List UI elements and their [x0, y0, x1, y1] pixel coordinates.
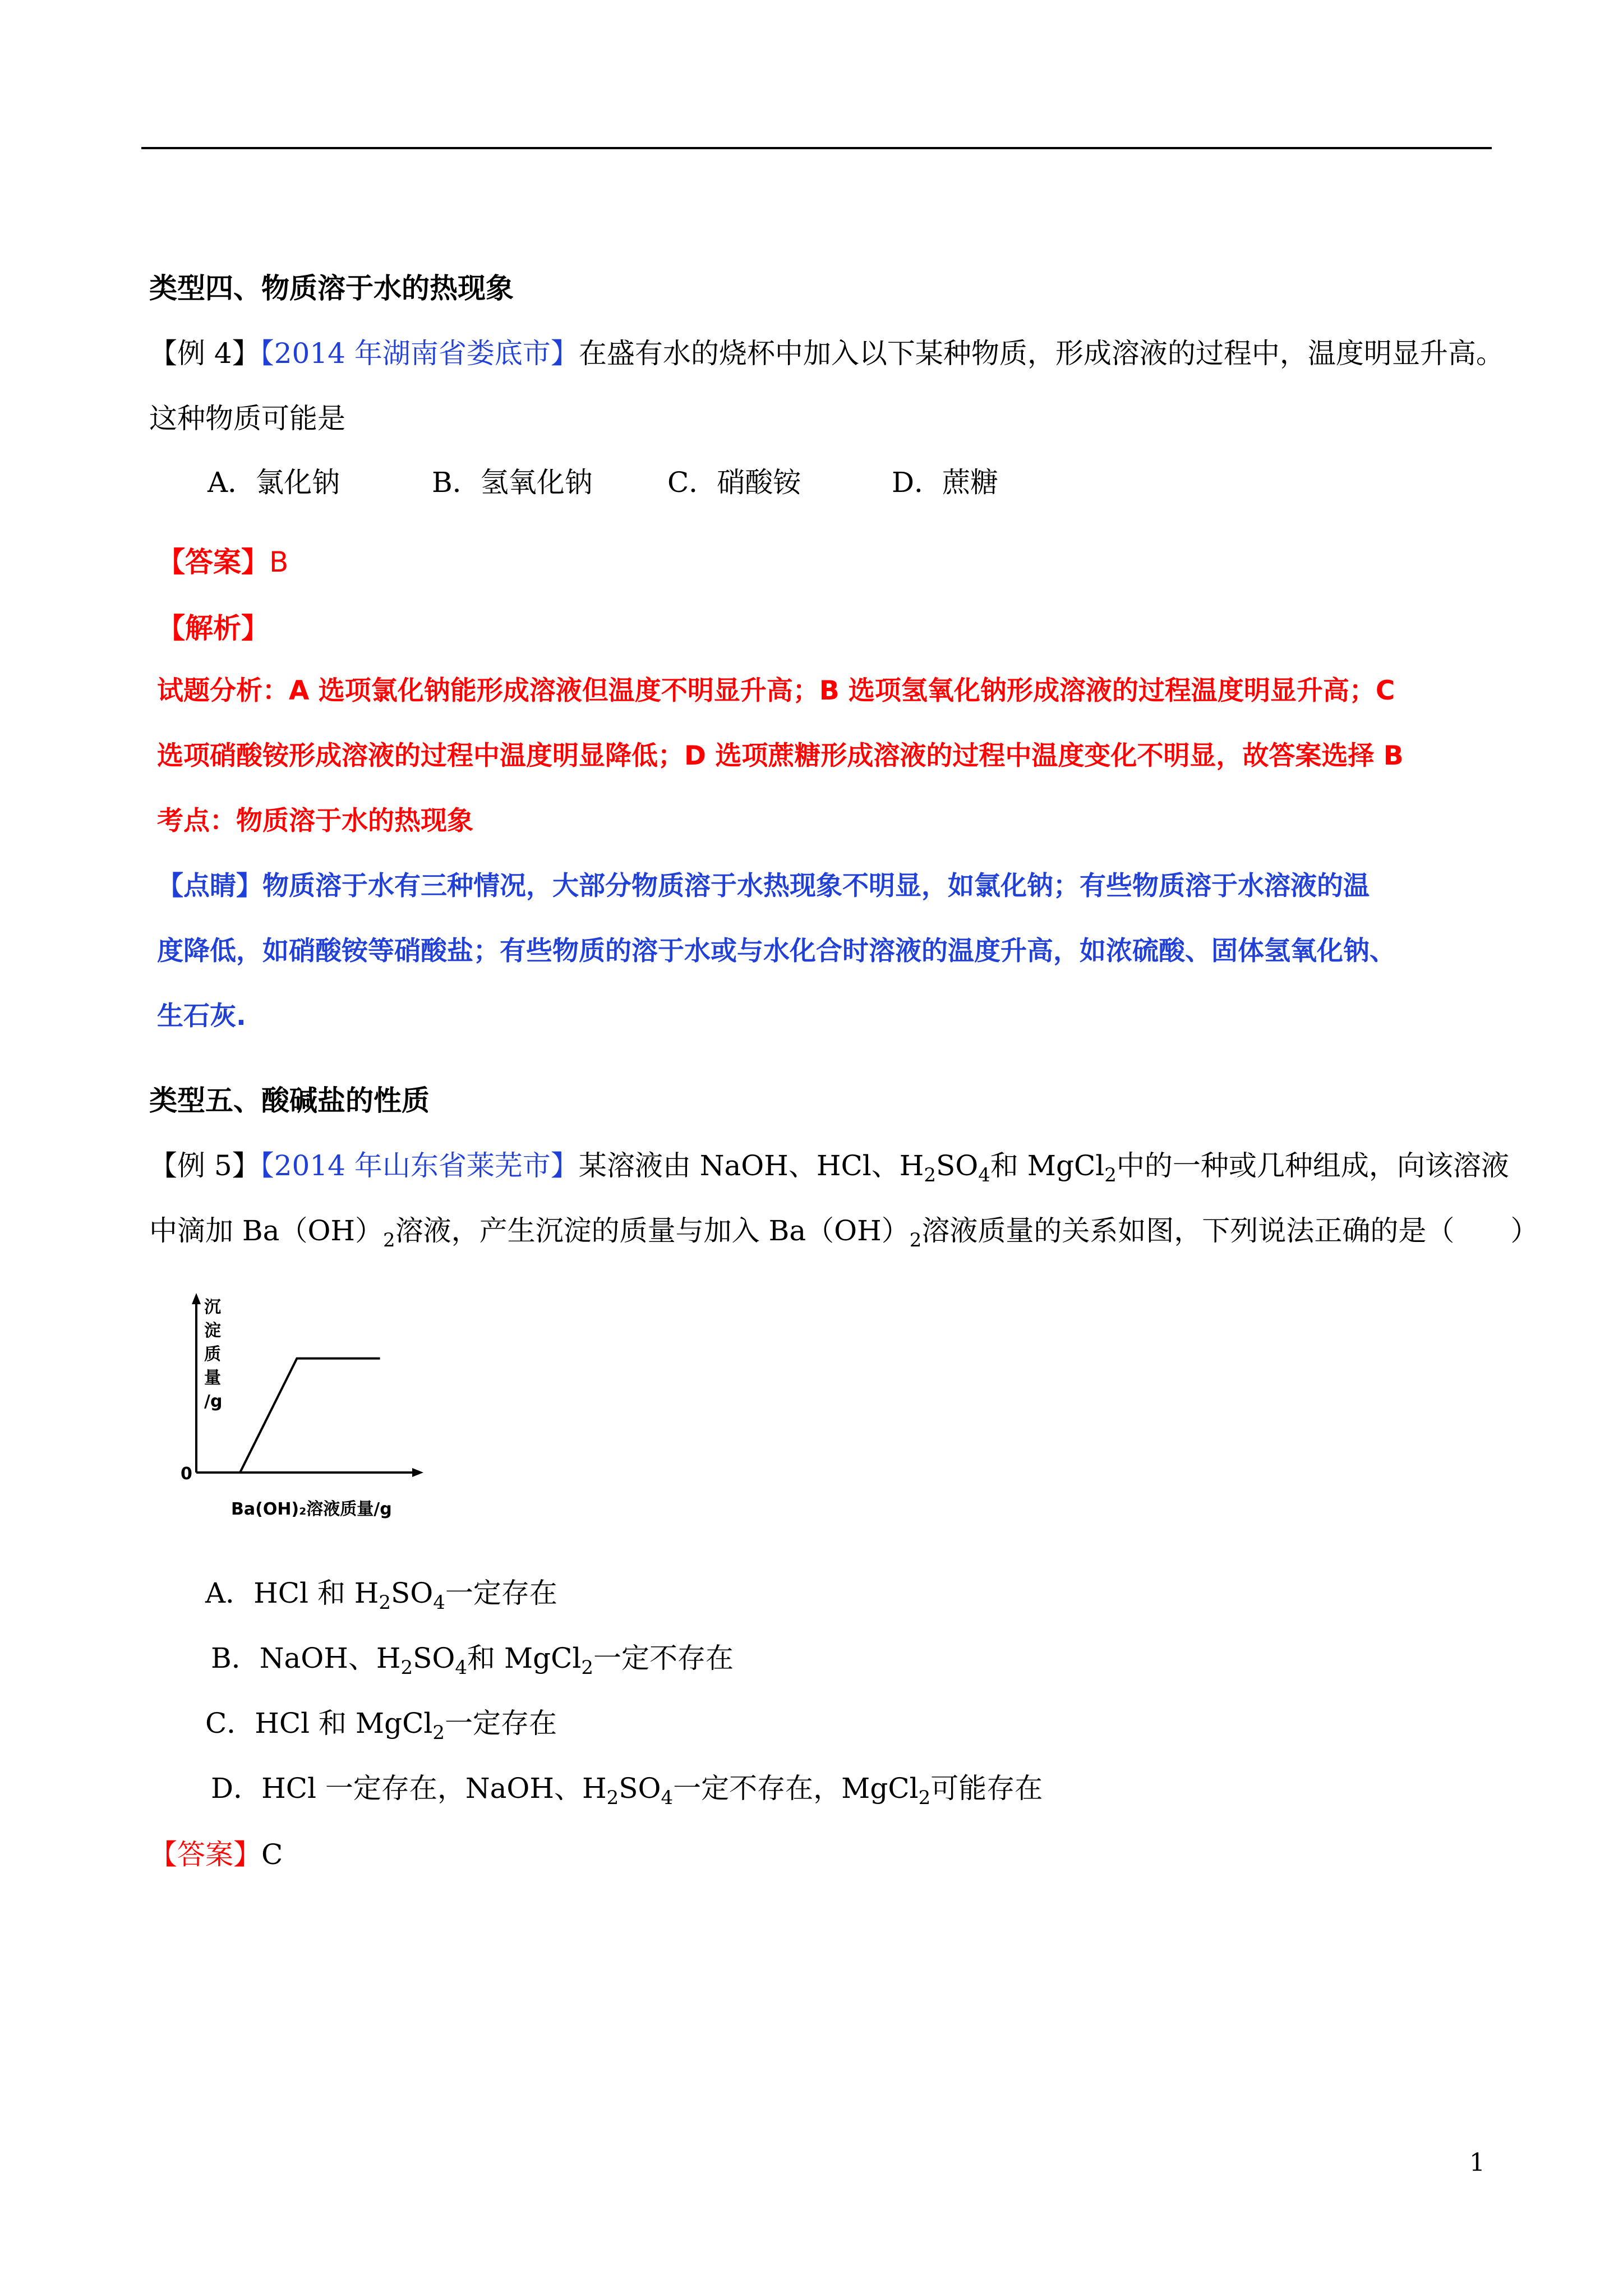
origin-label: 0 [181, 1464, 192, 1484]
option-d-sub1: 2 [606, 1787, 619, 1809]
y-axis-label-char: 淀 [204, 1321, 221, 1341]
example4-tip-line1 [157, 869, 1370, 903]
option-b-sub3: 2 [581, 1657, 594, 1679]
series-group [196, 1359, 380, 1473]
option-a-text2: SO [391, 1577, 434, 1609]
option-b-text1: B．NaOH、H [211, 1642, 401, 1674]
option-b-text2: SO [413, 1642, 455, 1674]
option-b-sub1: 2 [400, 1657, 413, 1679]
series-line [196, 1359, 380, 1473]
option-a-sub2: 4 [433, 1591, 445, 1614]
example5-q1-g: 中的一种或几种组成，向该溶液 [1116, 1149, 1509, 1182]
y-axis-label [204, 1297, 222, 1411]
option-d-text2: SO [619, 1772, 661, 1805]
example5-question-line1 [149, 1149, 1509, 1186]
option-c-text1: C．HCl 和 MgCl [205, 1707, 433, 1740]
option-b-text3: 和 MgCl [467, 1642, 582, 1674]
example5-option-c [205, 1706, 557, 1744]
option-a-text1: A．HCl 和 H [205, 1577, 379, 1609]
y-axis-label-char: 沉 [204, 1297, 221, 1317]
page-number: 1 [1469, 2148, 1485, 2177]
y-axis-arrow-icon [192, 1293, 201, 1304]
option-c-text2: 一定存在 [445, 1707, 557, 1740]
x-axis-arrow-icon [412, 1468, 423, 1477]
example4-option-d: D．蔗糖 [892, 466, 999, 499]
y-axis-label-char: 质 [204, 1345, 221, 1364]
example4-label: 【例 4】 [149, 337, 260, 370]
example5-answer [149, 1838, 283, 1871]
option-b-sub2: 4 [455, 1657, 468, 1679]
example5-q1-sub1: 2 [924, 1164, 937, 1186]
example5-answer-label: 【答案】 [149, 1838, 261, 1871]
example5-q2-sub2: 2 [909, 1229, 922, 1251]
example4-analysis-line3: 考点：物质溶于水的热现象 [157, 806, 473, 836]
example5-option-d [211, 1772, 1043, 1809]
example4-tip-line3: 生石灰. [157, 1001, 246, 1032]
option-d-sub2: 4 [661, 1787, 674, 1809]
y-axis-label-char: 量 [204, 1368, 221, 1388]
example5-q2-e: 溶液质量的关系如图，下列说法正确的是（ ） [921, 1214, 1539, 1247]
option-a-sub1: 2 [379, 1591, 391, 1614]
example4-question-line1 [149, 337, 1504, 370]
example4-analysis-line1: 试题分析：A 选项氯化钠能形成溶液但温度不明显升高；B 选项氢氧化钠形成溶液的过程温度明显升高；C [157, 675, 1395, 706]
example5-option-b [211, 1641, 734, 1679]
example5-q2-sub1: 2 [383, 1229, 395, 1251]
example4-tip-line2: 度降低，如硝酸铵等硝酸盐；有些物质的溶于水或与水化合时溶液的温度升高，如浓硫酸、固体氢氧化钠、 [157, 936, 1396, 967]
example5-q1-a: 某溶液由 NaOH、HCl、H [578, 1149, 924, 1182]
example5-answer-value: C [261, 1838, 283, 1871]
example5-question-line2 [149, 1214, 1539, 1251]
example5-q1-c: SO [936, 1149, 979, 1182]
option-d-text4: 可能存在 [930, 1772, 1043, 1805]
section4-title: 类型四、物质溶于水的热现象 [149, 272, 514, 305]
example5-q2-a: 中滴加 Ba（OH） [149, 1214, 384, 1247]
example5-label: 【例 5】 [149, 1149, 260, 1182]
example4-options [208, 466, 998, 499]
section5-title: 类型五、酸碱盐的性质 [149, 1084, 430, 1117]
example4-tip-label: 【点睛】 [157, 871, 262, 901]
precipitate-mass-chart [168, 1279, 471, 1543]
example4-analysis-label: 【解析】 [157, 611, 269, 645]
example4-analysis-line2: 选项硝酸铵形成溶液的过程中温度明显降低；D 选项蔗糖形成溶液的过程中温度变化不明显，故答案选择 B [157, 740, 1404, 771]
example5-q1-e: 和 MgCl [990, 1149, 1105, 1182]
example5-q1-sub3: 2 [1104, 1164, 1117, 1186]
example4-option-c: C．硝酸铵 [667, 466, 801, 499]
x-axis-label: Ba(OH)₂溶液质量/g [231, 1499, 392, 1519]
option-b-text4: 一定不存在 [593, 1642, 734, 1674]
y-axis-label-char: /g [204, 1392, 223, 1411]
option-a-text3: 一定存在 [445, 1577, 557, 1609]
example4-tip-text: 物质溶于水有三种情况，大部分物质溶于水热现象不明显，如氯化钠；有些物质溶于水溶液的温 [262, 871, 1370, 901]
example5-option-a [205, 1576, 557, 1614]
example4-option-b: B．氢氧化钠 [432, 466, 593, 499]
option-d-sub3: 2 [918, 1787, 931, 1809]
option-d-text1: D．HCl 一定存在，NaOH、H [211, 1772, 607, 1805]
example4-answer-label: 【答案】 [157, 545, 269, 578]
option-d-text3: 一定不存在，MgCl [673, 1772, 919, 1805]
example5-q1-sub2: 4 [978, 1164, 990, 1186]
example4-question-text: 在盛有水的烧杯中加入以下某种物质，形成溶液的过程中，温度明显升高。 [578, 337, 1504, 370]
option-c-sub1: 2 [432, 1722, 445, 1744]
example4-option-a: A．氯化钠 [208, 466, 340, 499]
example5-source: 【2014 年山东省莱芜市】 [260, 1149, 579, 1182]
example5-q2-c: 溶液，产生沉淀的质量与加入 Ba（OH） [395, 1214, 910, 1247]
header-rule [141, 147, 1492, 149]
example4-source: 【2014 年湖南省娄底市】 [260, 337, 579, 370]
example4-answer-value: B [269, 546, 289, 578]
example4-answer [157, 545, 288, 579]
example4-question-line2: 这种物质可能是 [149, 402, 345, 435]
